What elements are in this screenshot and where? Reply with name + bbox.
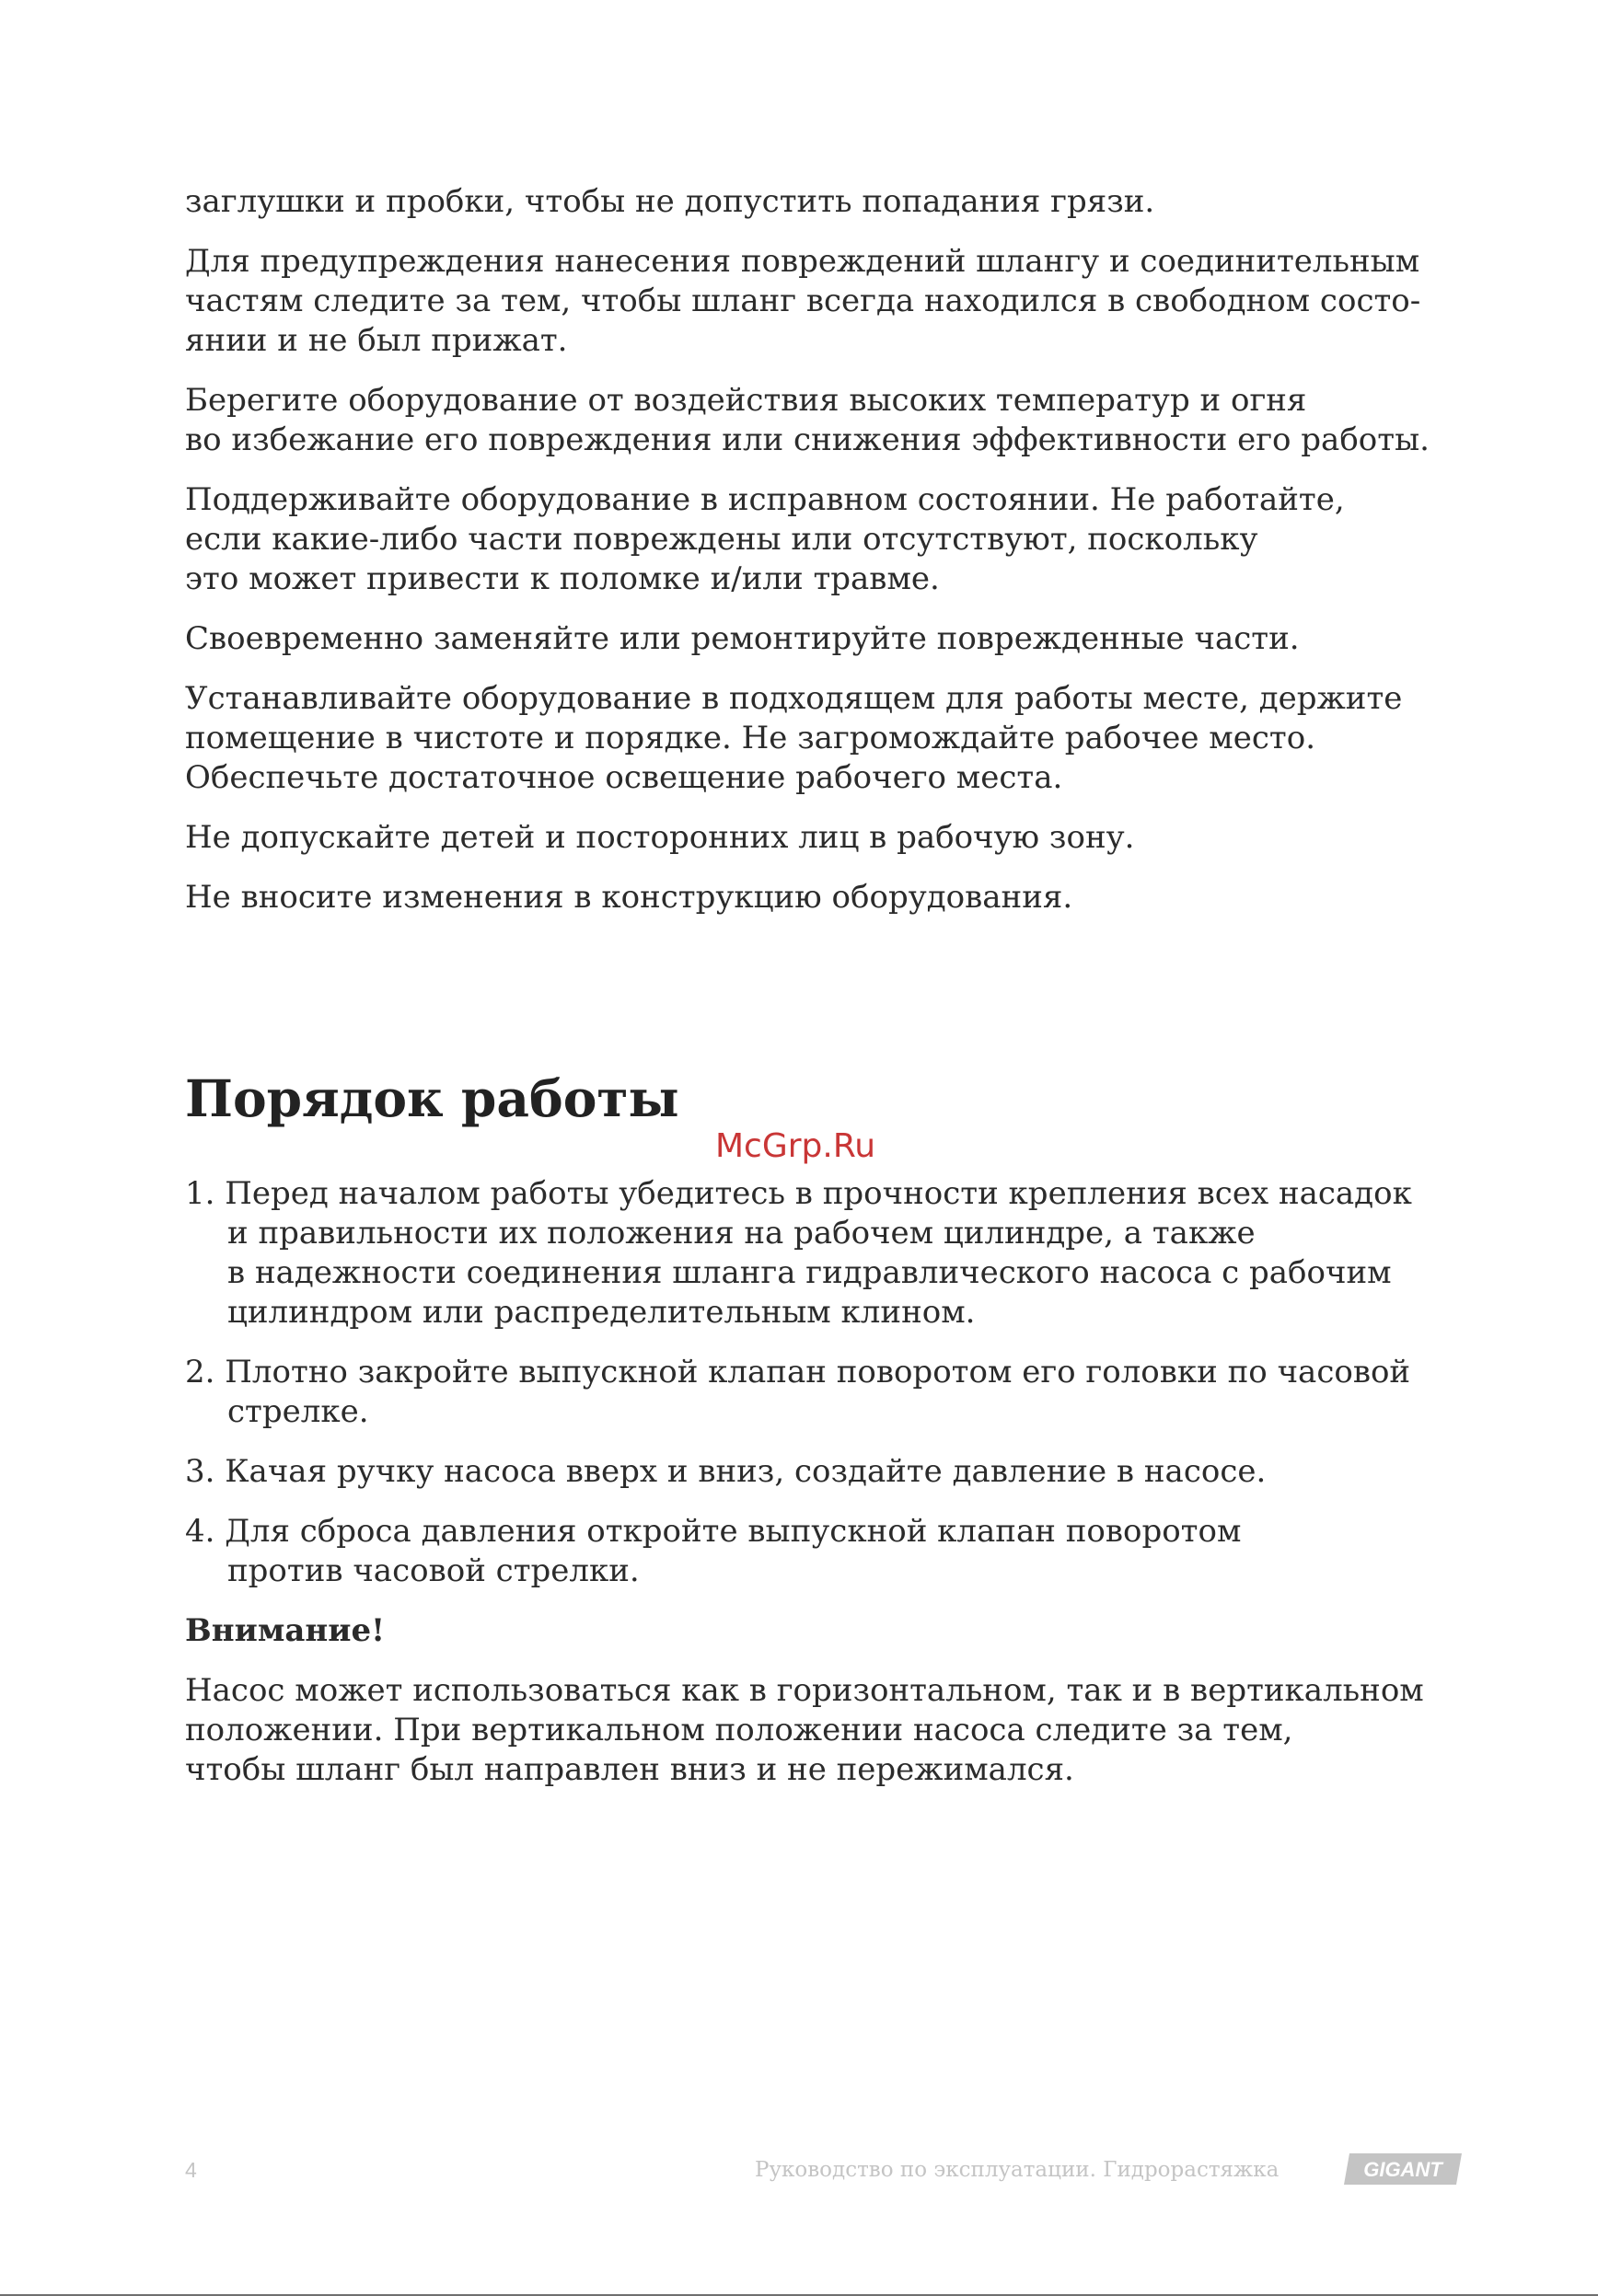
- text-line: заглушки и пробки, чтобы не допустить попадания грязи.: [185, 183, 1155, 220]
- footer-manual-title: Руководство по эксплуатации. Гидрорастяжка: [755, 2158, 1280, 2182]
- watermark: McGrp.Ru: [715, 1127, 876, 1165]
- brand-logo-text: GIGANT: [1363, 2158, 1442, 2181]
- text-line: Своевременно заменяйте или ремонтируйте поврежденные части.: [185, 620, 1300, 657]
- brand-logo: [1344, 2153, 1462, 2185]
- text-line: это может привести к поломке и/или травме.: [185, 560, 940, 597]
- text-line: 4. Для сброса давления откройте выпускной клапан поворотом: [185, 1513, 1242, 1550]
- page-number: 4: [185, 2158, 197, 2182]
- paragraph-children: [185, 818, 1492, 858]
- paragraph-plugs: [185, 182, 1492, 222]
- list-item-step-1: [185, 1174, 1492, 1333]
- paragraph-workplace: [185, 679, 1492, 798]
- text-line: Насос может использоваться как в горизонтальном, так и в вертикальном: [185, 1672, 1424, 1709]
- paragraph-replace-parts: [185, 619, 1492, 659]
- procedure-list: [185, 1174, 1492, 1591]
- list-item-step-2: [185, 1353, 1492, 1432]
- text-line: и правильности их положения на рабочем цилиндре, а также: [227, 1215, 1256, 1252]
- safety-paragraphs: [185, 182, 1492, 917]
- text-line: помещение в чистоте и порядке. Не загромождайте рабочее место.: [185, 720, 1316, 756]
- paragraph-maintenance: [185, 480, 1492, 599]
- attention-paragraph: [185, 1671, 1492, 1790]
- text-line: частям следите за тем, чтобы шланг всегда находился в свободном состо-: [185, 283, 1421, 319]
- text-line: Поддерживайте оборудование в исправном состоянии. Не работайте,: [185, 481, 1345, 518]
- attention-label: Внимание!: [185, 1612, 386, 1649]
- text-line: в надежности соединения шланга гидравлического насоса с рабочим: [227, 1254, 1392, 1291]
- text-line: 2. Плотно закройте выпускной клапан поворотом его головки по часовой: [185, 1354, 1411, 1390]
- text-line: стрелке.: [227, 1393, 369, 1430]
- list-item-step-3: [185, 1452, 1492, 1492]
- text-line: Для предупреждения нанесения повреждений шлангу и соединительным: [185, 243, 1420, 280]
- text-line: против часовой стрелки.: [227, 1552, 640, 1589]
- paragraph-hose-protection: [185, 242, 1492, 361]
- text-line: Не вносите изменения в конструкцию оборудования.: [185, 879, 1073, 916]
- paragraph-heat-protection: [185, 381, 1492, 460]
- paragraph-no-modifications: [185, 878, 1492, 917]
- text-line: чтобы шланг был направлен вниз и не пережимался.: [185, 1751, 1074, 1788]
- text-line: янии и не был прижат.: [185, 322, 568, 359]
- text-line: Не допускайте детей и посторонних лиц в рабочую зону.: [185, 819, 1135, 856]
- text-line: Устанавливайте оборудование в подходящем для работы месте, держите: [185, 680, 1403, 717]
- text-line: во избежание его повреждения или снижения эффективности его работы.: [185, 421, 1430, 458]
- text-line: если какие-либо части повреждены или отсутствуют, поскольку: [185, 521, 1258, 558]
- text-line: 3. Качая ручку насоса вверх и вниз, создайте давление в насосе.: [185, 1453, 1267, 1490]
- text-line: 1. Перед началом работы убедитесь в прочности крепления всех насадок: [185, 1175, 1412, 1212]
- text-line: цилиндром или распределительным клином.: [227, 1294, 976, 1331]
- text-line: Обеспечьте достаточное освещение рабочего места.: [185, 759, 1063, 796]
- text-line: Берегите оборудование от воздействия высоких температур и огня: [185, 382, 1307, 419]
- section-title: Порядок работы: [185, 1068, 679, 1128]
- text-line: положении. При вертикальном положении насоса следите за тем,: [185, 1712, 1293, 1748]
- list-item-step-4: [185, 1512, 1492, 1591]
- page-content: [185, 182, 1492, 1810]
